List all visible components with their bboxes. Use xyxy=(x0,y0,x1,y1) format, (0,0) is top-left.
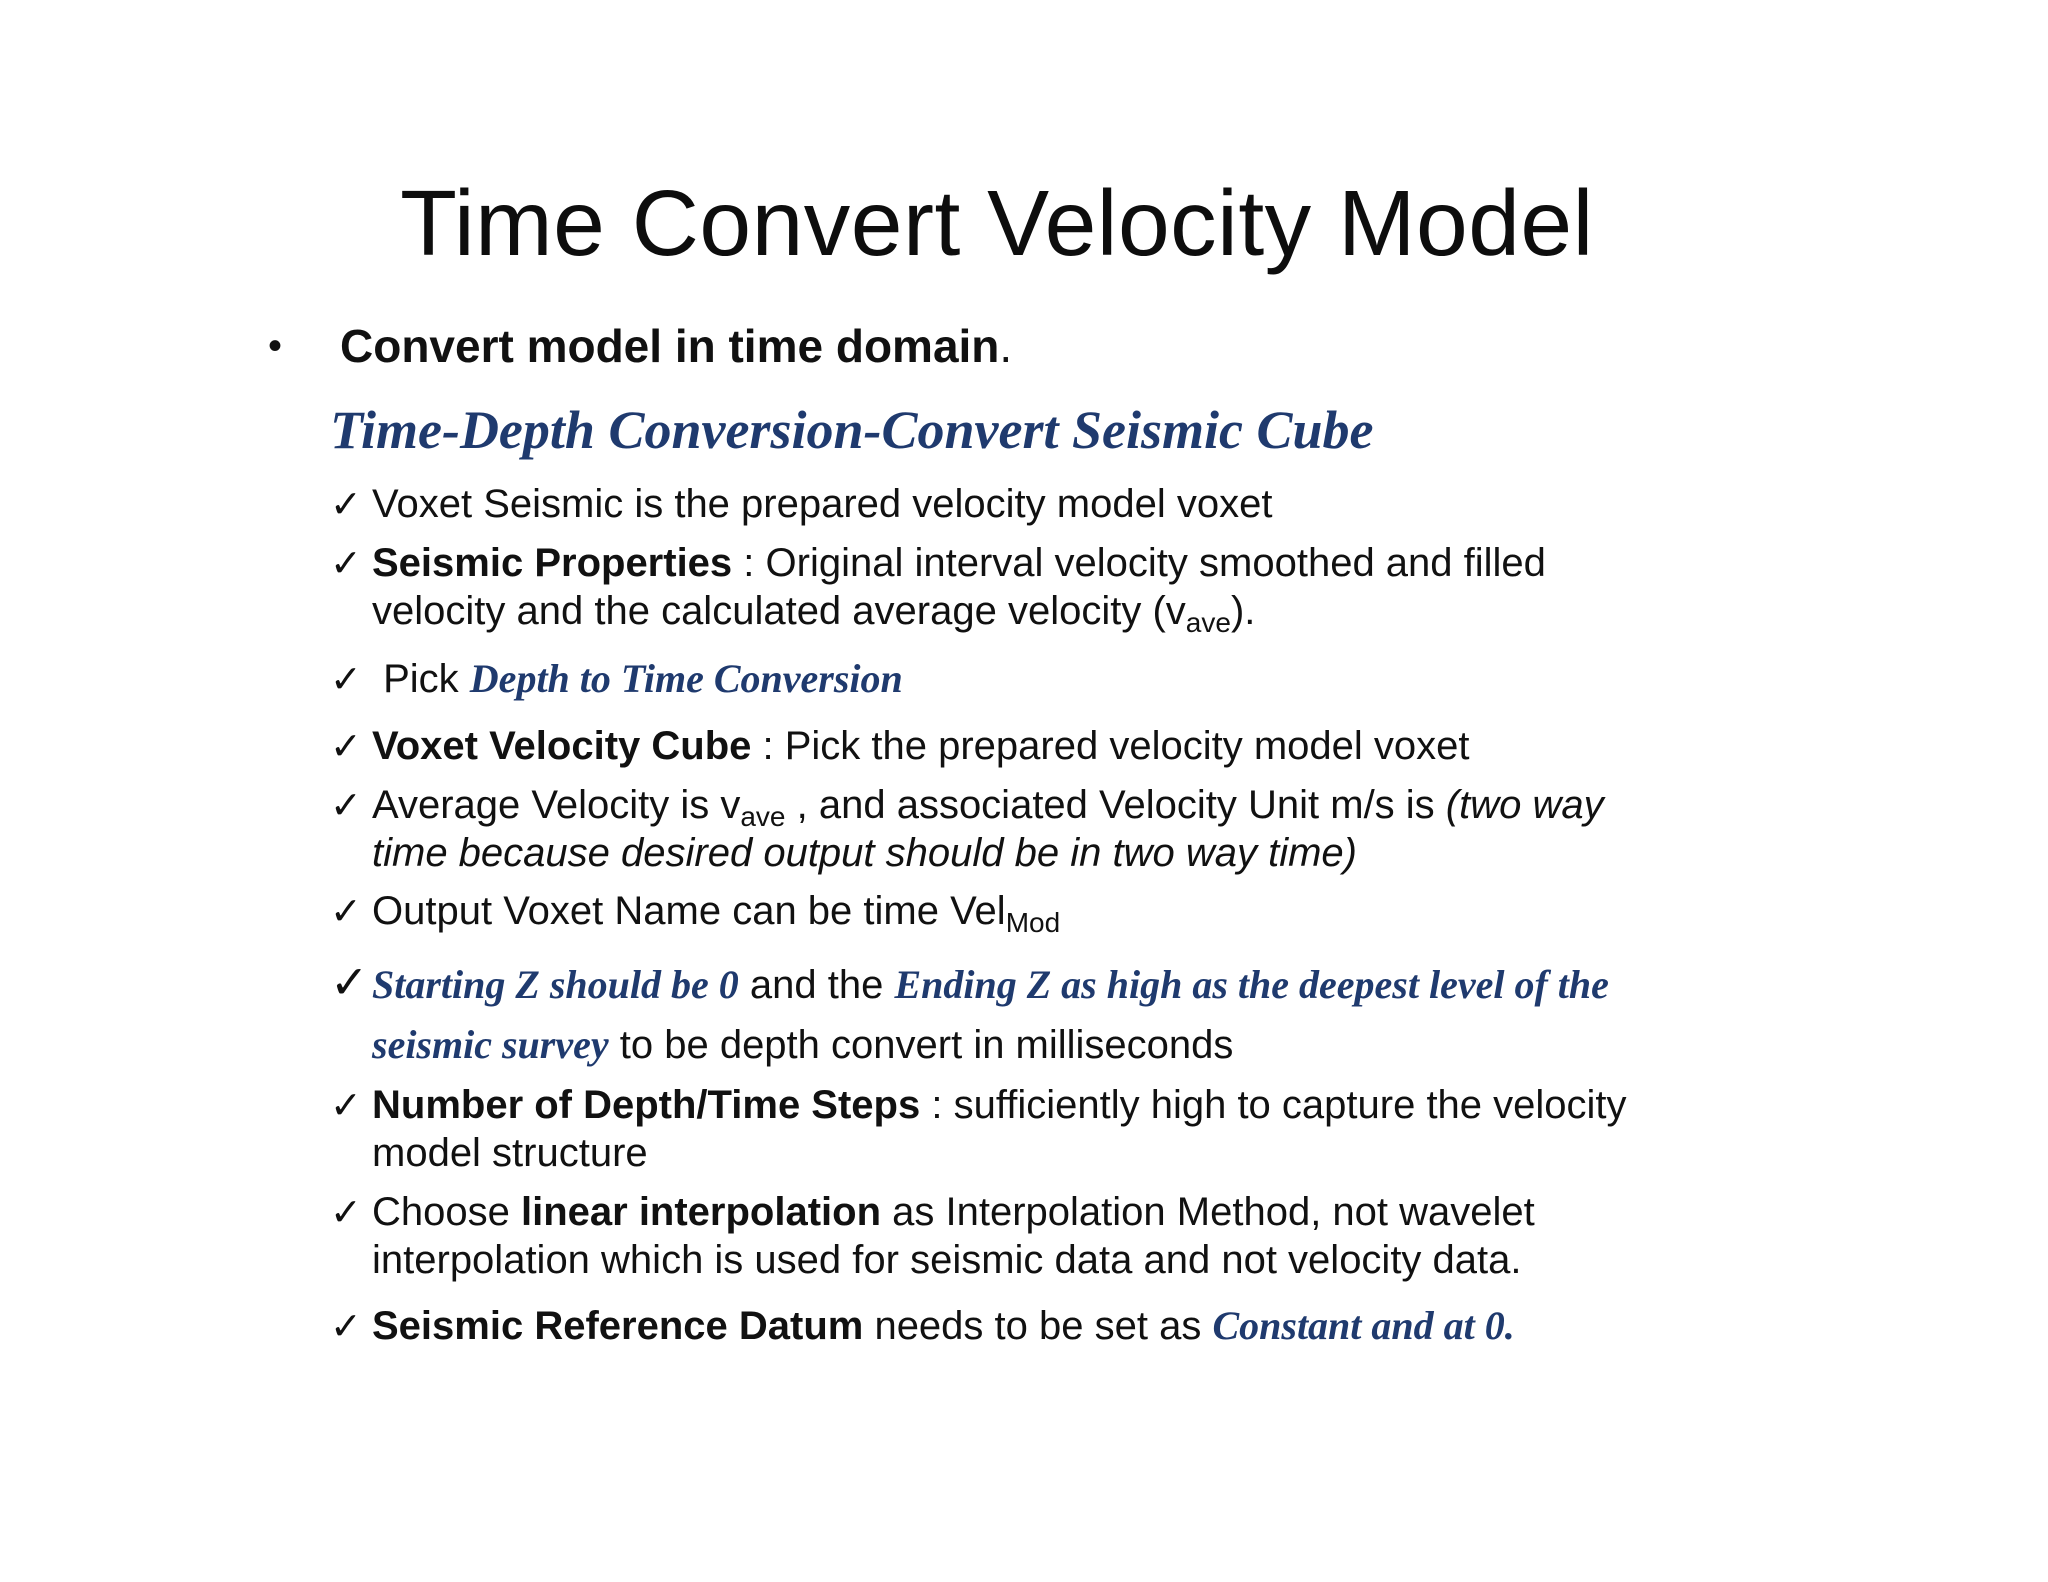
item-serif-emphasis: Depth to Time Conversion xyxy=(469,656,903,701)
bullet-dot-icon: • xyxy=(268,324,283,368)
item-text: and the xyxy=(738,963,895,1007)
list-item-seismic-properties xyxy=(330,540,1546,638)
item-serif-emphasis: seismic survey xyxy=(372,1022,609,1067)
item-text: : Pick the prepared velocity model voxet xyxy=(751,724,1470,768)
item-continuation: time because desired output should be in two way time) xyxy=(372,831,1357,875)
item-subscript: Mod xyxy=(1005,907,1061,938)
item-text: Voxet Seismic is the prepared velocity model voxet xyxy=(372,482,1273,526)
check-icon: ✓ xyxy=(330,1192,362,1234)
check-icon: ✓ xyxy=(330,1306,362,1348)
check-icon: ✓ xyxy=(330,484,362,526)
slide-title: Time Convert Velocity Model xyxy=(400,171,1594,275)
item-bold: Seismic Properties xyxy=(372,541,733,585)
item-bold: Seismic Reference Datum xyxy=(372,1304,864,1348)
check-icon: ✓ xyxy=(330,659,362,701)
item-bold: Voxet Velocity Cube xyxy=(372,724,752,768)
item-text: : Original interval velocity smoothed and filled xyxy=(732,541,1546,585)
item-text: , and associated Velocity Unit m/s is xyxy=(785,783,1446,827)
item-serif-emphasis: Constant and at 0. xyxy=(1212,1303,1515,1348)
check-icon: ✓ xyxy=(330,1085,362,1127)
item-text: Average Velocity is v xyxy=(372,783,741,827)
item-text: ). xyxy=(1230,589,1256,633)
item-bold: linear interpolation xyxy=(520,1190,882,1234)
main-bullet-tail: . xyxy=(999,320,1013,372)
list-item-interpolation-method xyxy=(330,1189,1535,1284)
list-item-pick-conversion xyxy=(330,655,903,704)
item-continuation xyxy=(330,1015,1609,1075)
check-icon: ✓ xyxy=(330,726,362,768)
item-subscript: ave xyxy=(740,801,786,832)
item-text: : sufficiently high to capture the velocity xyxy=(920,1083,1627,1127)
item-continuation xyxy=(330,588,1546,638)
check-icon: ✓ xyxy=(330,785,362,827)
item-serif-emphasis: Ending Z as high as the deepest level of the xyxy=(894,962,1609,1007)
item-text: needs to be set as xyxy=(863,1304,1213,1348)
list-item-average-velocity xyxy=(330,782,1604,877)
item-italic: (two way xyxy=(1445,783,1604,827)
list-item-output-voxet-name xyxy=(330,888,1060,936)
list-item-starting-ending-z xyxy=(330,952,1609,1075)
item-subscript: ave xyxy=(1185,607,1231,638)
check-icon: ✓ xyxy=(330,956,369,1008)
list-item-voxet-velocity-cube xyxy=(330,723,1470,771)
section-subheading: Time-Depth Conversion-Convert Seismic Cube xyxy=(330,400,1374,460)
list-item-depth-time-steps xyxy=(330,1082,1627,1177)
check-icon: ✓ xyxy=(330,543,362,585)
item-text: as Interpolation Method, not wavelet xyxy=(881,1190,1535,1234)
check-icon: ✓ xyxy=(330,891,362,933)
main-bullet-bold: Convert model in time domain xyxy=(340,320,1000,372)
item-text: Output Voxet Name can be time Vel xyxy=(372,889,1006,933)
list-item-voxet-seismic xyxy=(330,481,1272,529)
list-item-reference-datum xyxy=(330,1302,1515,1351)
item-text: Choose xyxy=(372,1190,521,1234)
item-text: to be depth convert in milliseconds xyxy=(608,1023,1234,1067)
item-text: velocity and the calculated average velocity (v xyxy=(372,589,1186,633)
item-continuation: interpolation which is used for seismic data and not velocity data. xyxy=(372,1238,1522,1282)
item-serif-emphasis: Starting Z should be 0 xyxy=(372,962,739,1007)
item-bold: Number of Depth/Time Steps xyxy=(372,1083,921,1127)
item-continuation: model structure xyxy=(372,1131,648,1175)
item-text: Pick xyxy=(372,657,470,701)
main-bullet-text xyxy=(340,316,1012,376)
